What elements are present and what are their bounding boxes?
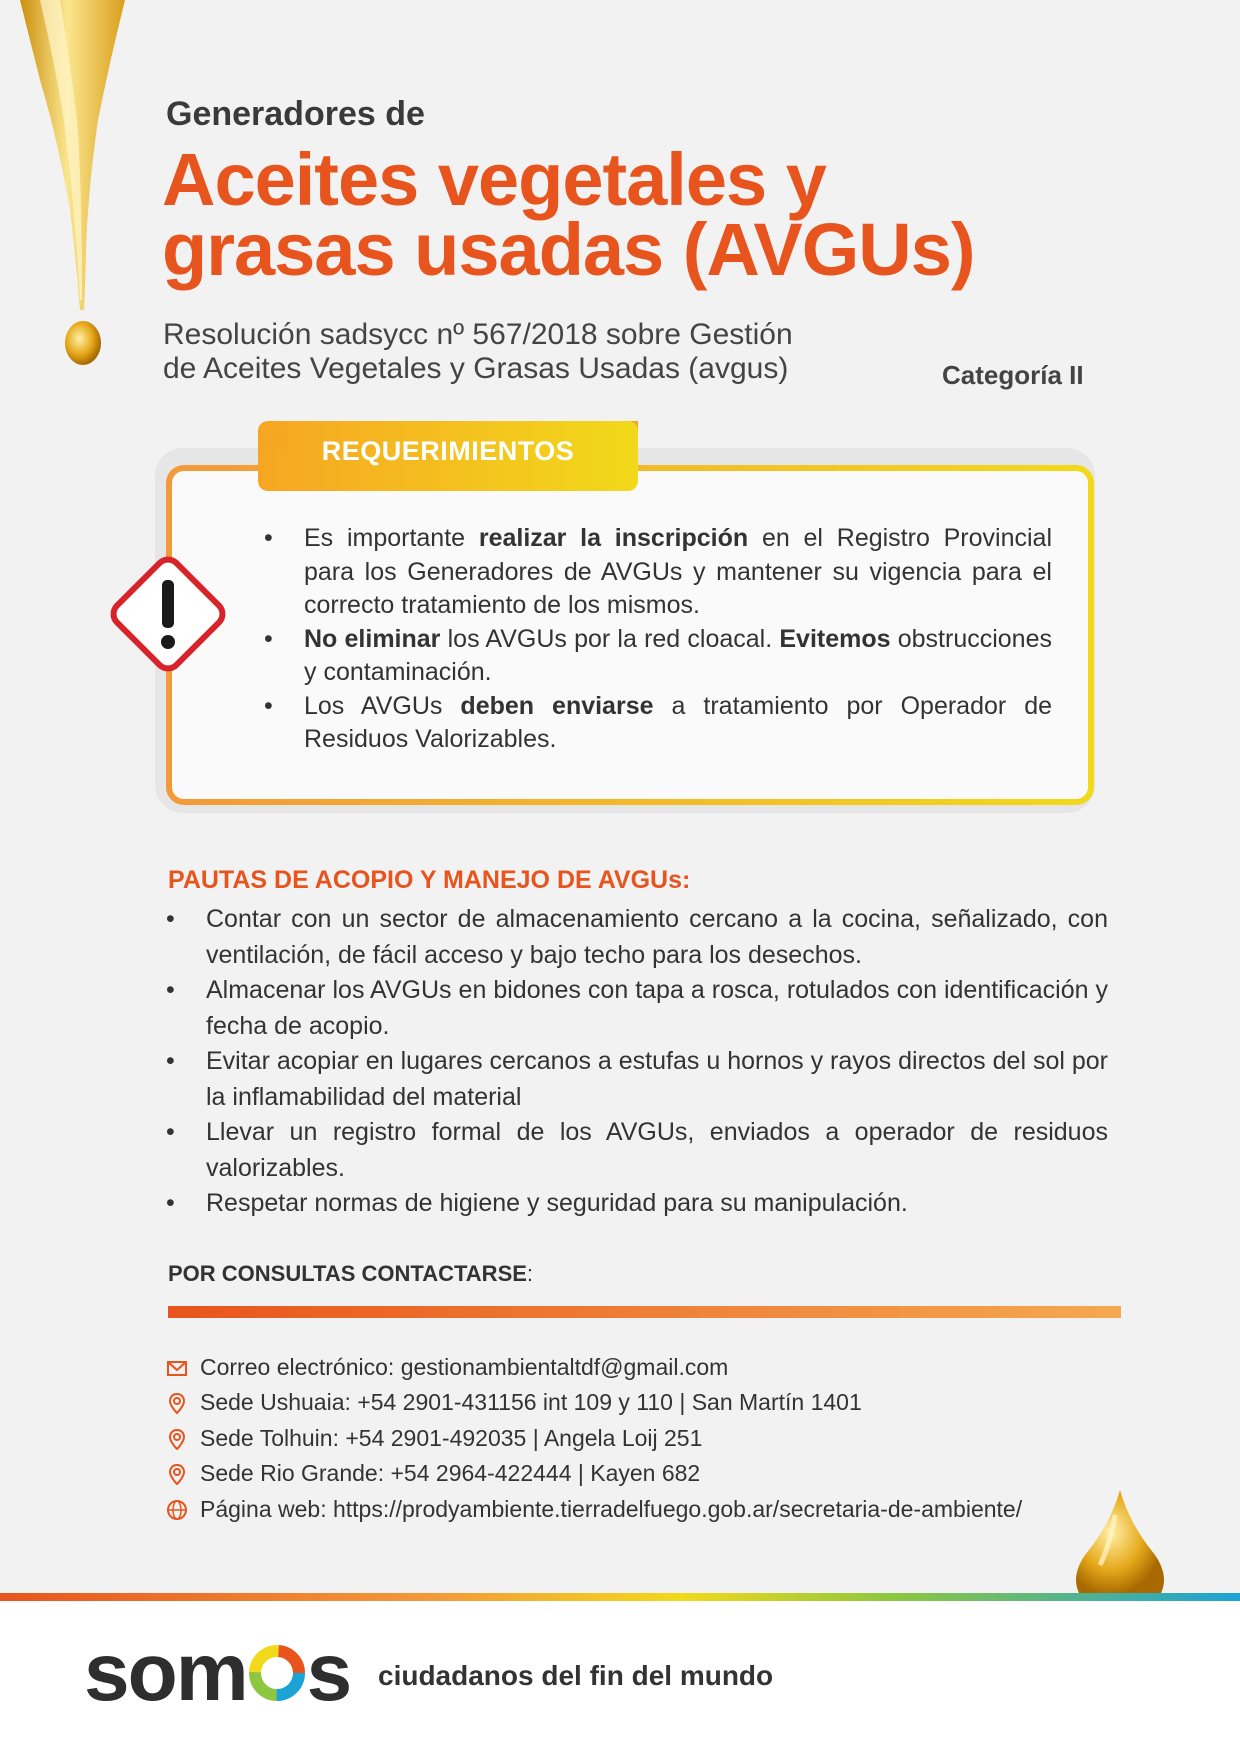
contact-heading: POR CONSULTAS CONTACTARSE: xyxy=(168,1261,534,1286)
divider-bar xyxy=(168,1306,1121,1318)
pre-title: Generadores de xyxy=(166,95,425,133)
requirement-item: • Es importante realizar la inscripción en el Registro Provincial para los Generadores de AVGUs y mantener su vigencia para el correcto tratamiento de los mismos. xyxy=(260,522,1052,623)
globe-icon xyxy=(166,1499,188,1521)
contact-web[interactable]: Página web: https://prodyambiente.tierradelfuego.gob.ar/secretaria-de-ambiente/ xyxy=(166,1496,1022,1523)
logo-ring-icon xyxy=(248,1644,306,1702)
oil-drip-icon xyxy=(0,0,150,380)
tagline: ciudadanos del fin del mundo xyxy=(378,1660,774,1691)
contact-tolhuin: Sede Tolhuin: +54 2901-492035 | Angela Loij 251 xyxy=(166,1425,702,1452)
requirements-tab-label: REQUERIMIENTOS xyxy=(321,436,575,466)
location-pin-icon xyxy=(166,1428,188,1450)
resolution-text xyxy=(163,318,793,386)
contact-email[interactable]: Correo electrónico: gestionambientaltdf@gmail.com xyxy=(166,1354,728,1381)
guidelines-list xyxy=(166,902,1108,1222)
warning-icon xyxy=(104,550,232,678)
oil-drop-icon xyxy=(1060,1485,1180,1605)
title-line-1: Aceites vegetales y xyxy=(162,138,826,221)
guideline-item: • Almacenar los AVGUs en bidones con tapa a rosca, rotulados con identificación y fecha de acopio. xyxy=(166,973,1108,1044)
contact-ushuaia: Sede Ushuaia: +54 2901-431156 int 109 y 110 | San Martín 1401 xyxy=(166,1389,862,1416)
requirement-item: • Los AVGUs deben enviarse a tratamiento por Operador de Residuos Valorizables. xyxy=(260,690,1052,757)
title-line-2: grasas usadas (AVGUs) xyxy=(162,208,975,291)
guideline-item: • Llevar un registro formal de los AVGUs, enviados a operador de residuos valorizables. xyxy=(166,1115,1108,1186)
contact-rio-grande: Sede Rio Grande: +54 2964-422444 | Kayen 682 xyxy=(166,1460,700,1487)
guideline-item: • Evitar acopiar en lugares cercanos a estufas u hornos y rayos directos del sol por la inflamabilidad del material xyxy=(166,1044,1108,1115)
location-pin-icon xyxy=(166,1392,188,1414)
guidelines-title: PAUTAS DE ACOPIO Y MANEJO DE AVGUs: xyxy=(168,866,691,894)
guideline-item: • Contar con un sector de almacenamiento cercano a la cocina, señalizado, con ventilación, de fácil acceso y bajo techo para los desechos. xyxy=(166,902,1108,973)
resolution-line-2: de Aceites Vegetales y Grasas Usadas (avgus) xyxy=(163,352,789,385)
requirement-item: • No eliminar los AVGUs por la red cloacal. Evitemos obstrucciones y contaminación. xyxy=(260,623,1052,690)
guideline-item: • Respetar normas de higiene y seguridad para su manipulación. xyxy=(166,1186,1108,1222)
resolution-line-1: Resolución sadsycc nº 567/2018 sobre Gestión xyxy=(163,318,793,351)
rainbow-bar xyxy=(0,1593,1240,1601)
email-icon xyxy=(166,1357,188,1379)
requirements-list xyxy=(260,522,1052,757)
category-label: Categoría II xyxy=(942,360,1084,390)
somos-logo: som s xyxy=(84,1627,351,1718)
location-pin-icon xyxy=(166,1463,188,1485)
page-title xyxy=(162,138,975,291)
